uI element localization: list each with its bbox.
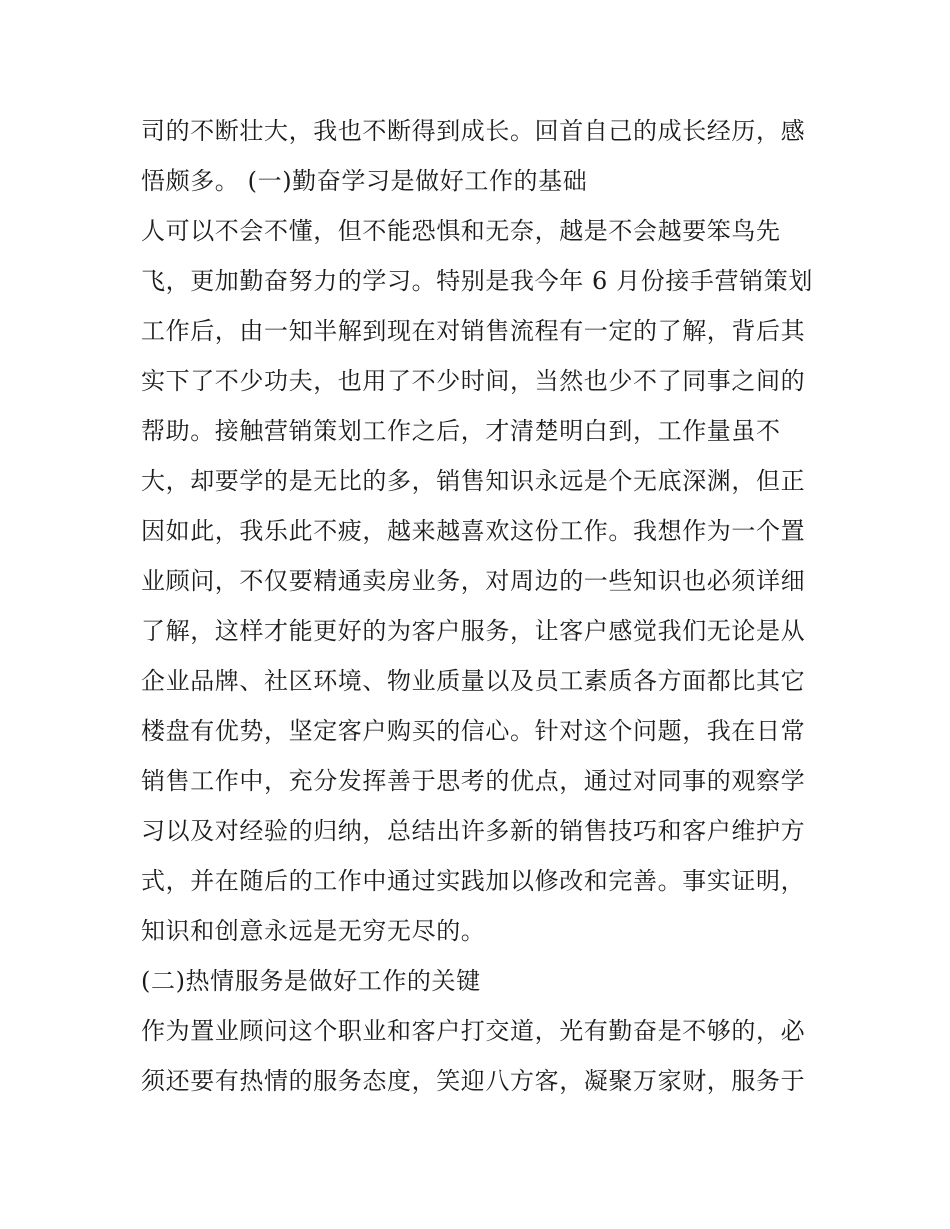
text-line: 业顾问，不仅要精通卖房业务，对周边的一些知识也必须详细 xyxy=(141,567,806,595)
text-line: 飞，更加勤奋努力的学习。特别是我今年 6 月份接手营销策划 xyxy=(141,267,813,295)
text-line: 知识和创意永远是无穷无尽的。 xyxy=(141,917,486,945)
text-line: 因如此，我乐此不疲，越来越喜欢这份工作。我想作为一个置 xyxy=(141,517,806,545)
text-line: 实下了不少功夫，也用了不少时间，当然也少不了同事之间的 xyxy=(141,367,806,395)
text-line: 大，却要学的是无比的多，销售知识永远是个无底深渊，但正 xyxy=(141,467,806,495)
text-line: 帮助。接触营销策划工作之后，才清楚明白到，工作量虽不 xyxy=(141,417,781,445)
text-line: 楼盘有优势，坚定客户购买的信心。针对这个问题，我在日常 xyxy=(141,717,806,745)
text-line: 式，并在随后的工作中通过实践加以修改和完善。事实证明， xyxy=(141,867,806,895)
text-line: 销售工作中，充分发挥善于思考的优点，通过对同事的观察学 xyxy=(141,767,806,795)
text-line: 工作后，由一知半解到现在对销售流程有一定的了解，背后其 xyxy=(141,317,806,345)
text-line: 作为置业顾问这个职业和客户打交道，光有勤奋是不够的，必 xyxy=(141,1017,806,1045)
text-line: 悟颇多。 (一)勤奋学习是做好工作的基础 xyxy=(141,167,588,195)
text-line: 人可以不会不懂，但不能恐惧和无奈，越是不会越要笨鸟先 xyxy=(141,217,781,245)
text-line: 企业品牌、社区环境、物业质量以及员工素质各方面都比其它 xyxy=(141,667,806,695)
text-line: 须还要有热情的服务态度，笑迎八方客，凝聚万家财，服务于 xyxy=(141,1067,806,1095)
text-line: 习以及对经验的归纳，总结出许多新的销售技巧和客户维护方 xyxy=(141,817,806,845)
text-line: 司的不断壮大，我也不断得到成长。回首自己的成长经历，感 xyxy=(141,117,806,145)
section-heading: (二)热情服务是做好工作的关键 xyxy=(141,967,481,995)
text-line: 了解，这样才能更好的为客户服务，让客户感觉我们无论是从 xyxy=(141,617,806,645)
